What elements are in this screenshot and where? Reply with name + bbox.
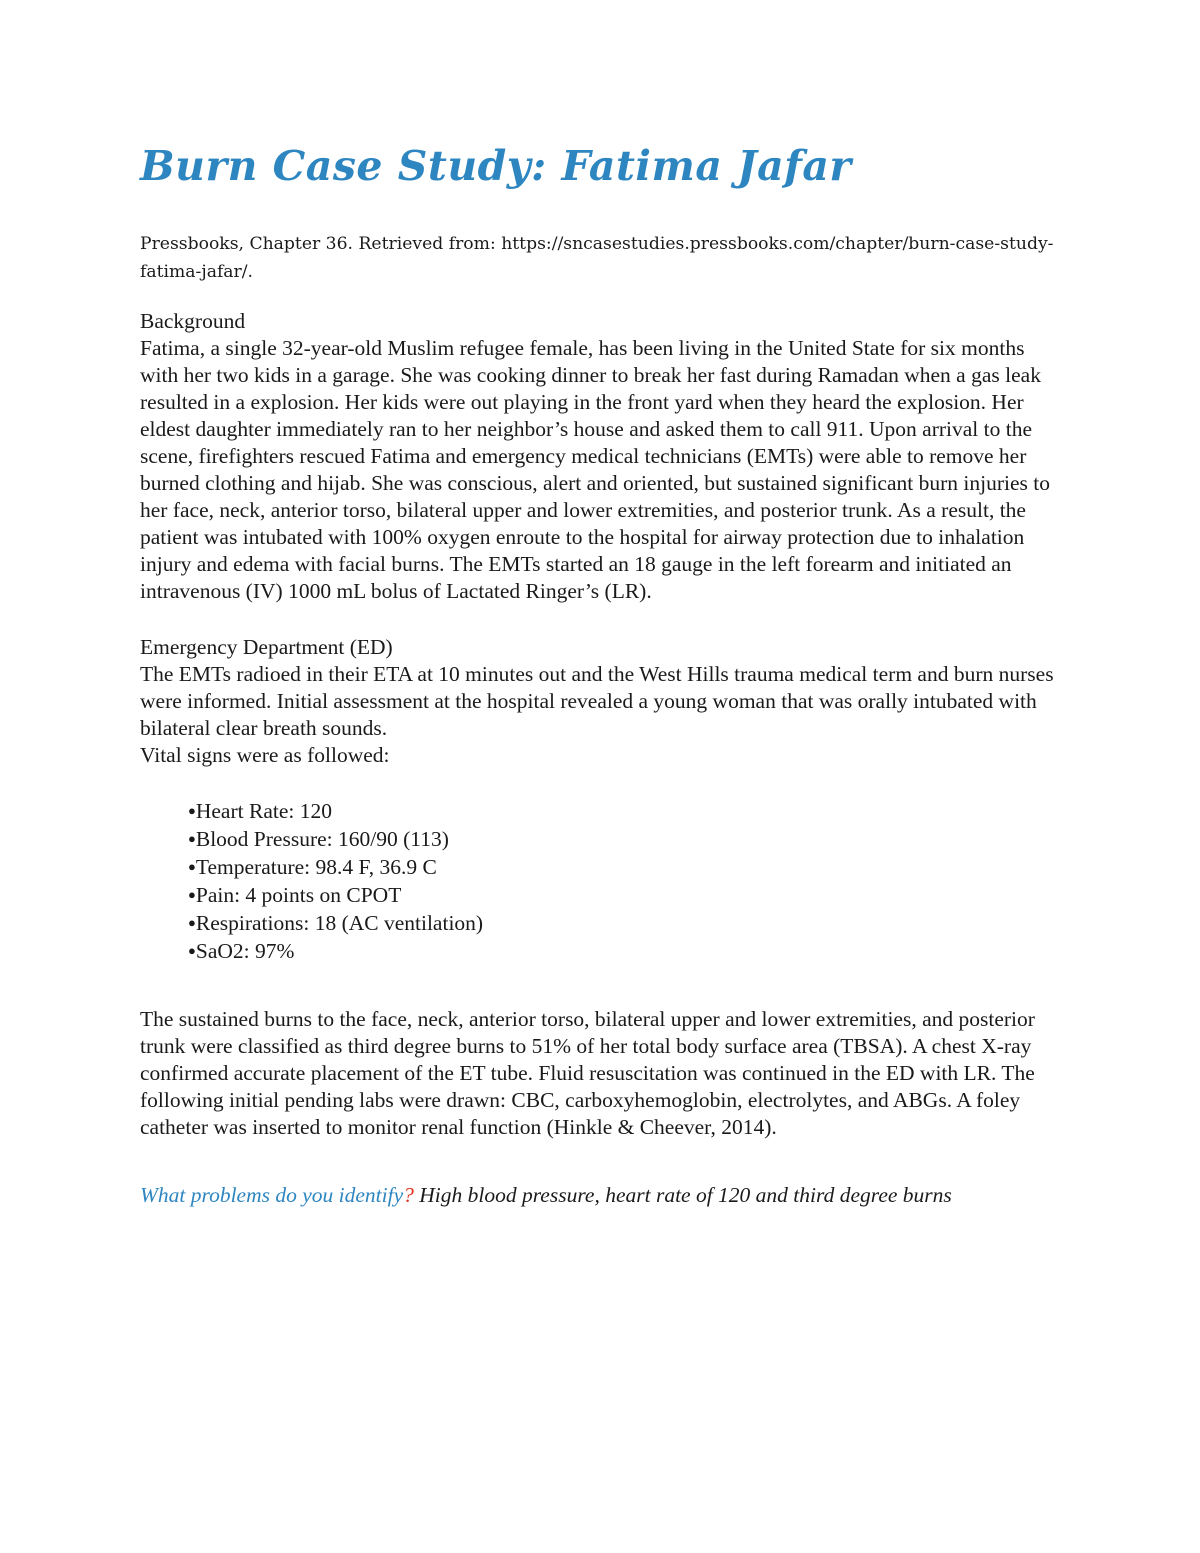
vitals-item — [188, 825, 1060, 853]
vitals-item-text: Respirations: 18 (AC ventilation) — [195, 911, 484, 936]
burns-paragraph: The sustained burns to the face, neck, anterior torso, bilateral upper and lower extremities, and posterior trunk were classified as third degree burns to 51% of her total body surface area (TBSA). A chest X-ray confirmed accurate placement of the ET tube. Fluid resuscitation was continued in the ED with LR. The following initial pending labs were drawn: CBC, carboxyhemoglobin, electrolytes, and ABGs. A foley catheter was inserted to monitor renal function (Hinkle & Cheever, 2014). — [140, 1007, 1035, 1140]
bullet-icon: ● — [188, 803, 196, 819]
vitals-item — [188, 881, 1060, 909]
vitals-item-text: SaO2: 97% — [195, 939, 295, 964]
citation-line-2: fatima-jafar/. — [140, 262, 254, 283]
bullet-icon: ● — [188, 831, 196, 847]
question-answer: High blood pressure, heart rate of 120 and third degree burns — [413, 1183, 952, 1208]
question-mark: ? — [403, 1183, 414, 1208]
bullet-icon: ● — [188, 915, 196, 931]
vitals-list — [140, 797, 1060, 965]
vitals-item — [188, 797, 1060, 825]
citation — [140, 230, 1060, 286]
bullet-icon: ● — [188, 887, 196, 903]
vitals-item-text: Pain: 4 points on CPOT — [195, 883, 402, 908]
vitals-item-text: Blood Pressure: 160/90 (113) — [195, 827, 449, 852]
vitals-item — [188, 937, 1060, 965]
ed-paragraph: The EMTs radioed in their ETA at 10 minutes out and the West Hills trauma medical term and burn nurses were informed. Initial assessment at the hospital revealed a young woman that was orally intubated with bilateral clear breath sounds. — [140, 662, 1054, 741]
bullet-icon: ● — [188, 859, 196, 875]
vitals-item-text: Heart Rate: 120 — [195, 799, 332, 824]
background-heading: Background — [140, 309, 246, 334]
vitals-item — [188, 853, 1060, 881]
vitals-item — [188, 909, 1060, 937]
question-line — [140, 1182, 1060, 1209]
document-page — [140, 140, 1060, 1209]
vitals-item-text: Temperature: 98.4 F, 36.9 C — [195, 855, 437, 880]
vitals-intro: Vital signs were as followed: — [140, 743, 390, 768]
ed-heading: Emergency Department (ED) — [140, 635, 393, 660]
bullet-icon: ● — [188, 943, 196, 959]
document-title: Burn Case Study: Fatima Jafar — [140, 142, 852, 190]
question-prompt: What problems do you identify — [140, 1183, 404, 1208]
background-paragraph: Fatima, a single 32-year-old Muslim refugee female, has been living in the United State for six months with her two kids in a garage. She was cooking dinner to break her fast during Ramadan when a gas leak resulted in a explosion. Her kids were out playing in the front yard when they heard the explosion. Her eldest daughter immediately ran to her neighbor’s house and asked them to call 911. Upon arrival to the scene, firefighters rescued Fatima and emergency medical technicians (EMTs) were able to remove her burned clothing and hijab. She was conscious, alert and oriented, but sustained significant burn injuries to her face, neck, anterior torso, bilateral upper and lower extremities, and posterior trunk. As a result, the patient was intubated with 100% oxygen enroute to the hospital for airway protection due to inhalation injury and edema with facial burns. The EMTs started an 18 gauge in the left forearm and initiated an intravenous (IV) 1000 mL bolus of Lactated Ringer’s (LR). — [140, 336, 1050, 604]
citation-line-1: Pressbooks, Chapter 36. Retrieved from: https://sncasestudies.pressbooks.com/chapter/burn-case-study- — [140, 234, 1054, 255]
